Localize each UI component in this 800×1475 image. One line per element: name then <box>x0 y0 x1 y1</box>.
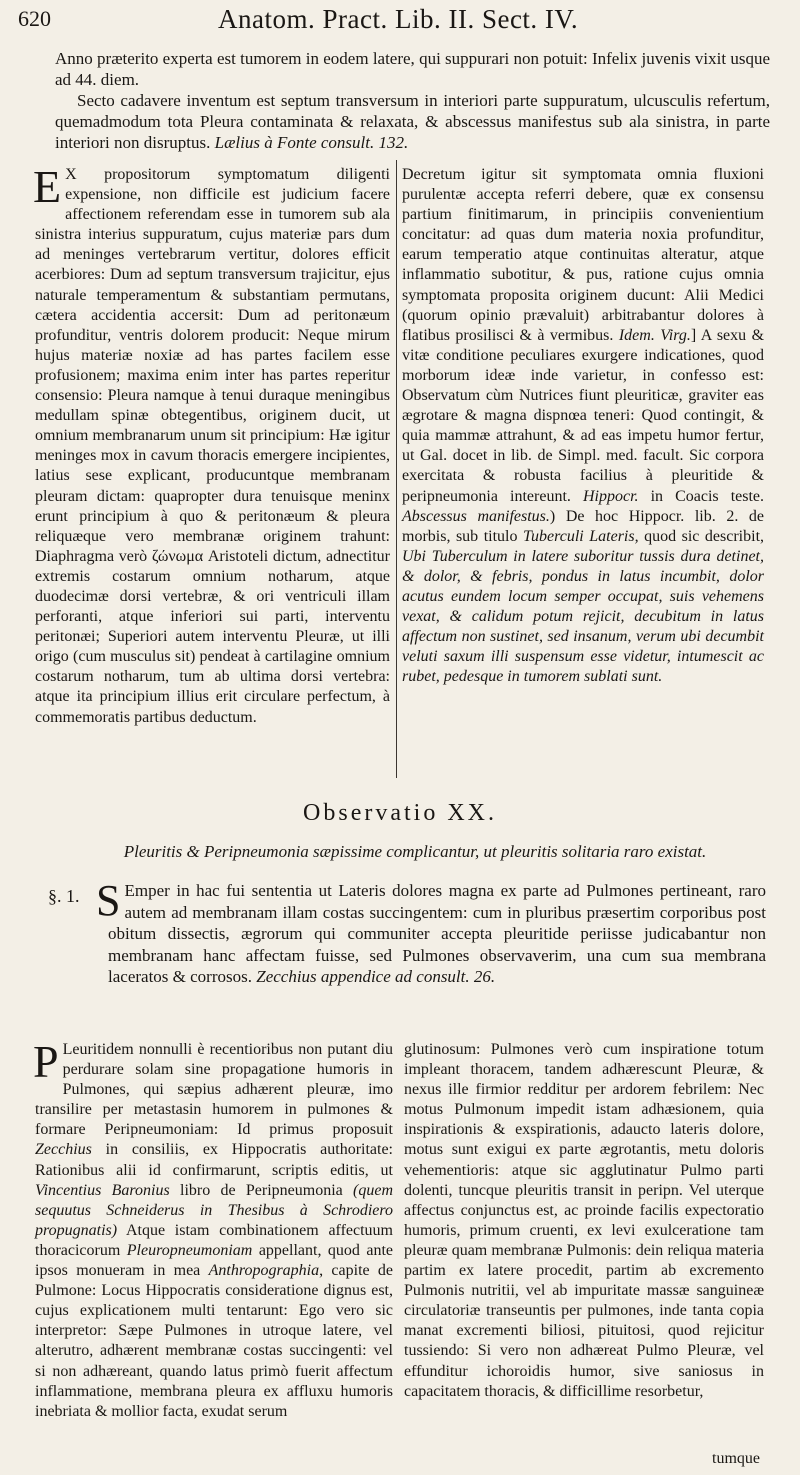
paragraph: glutinosum: Pulmones verò cum inspiratione totum impleant thoracem, tandem adhærescunt Pleuræ, & nexus ille firmior redditur per ardorem febrilem: Nec motus Pulmonum impedit istam adhæsionem, quia inspirationis & exspirationis, adaucto lateris dolore, motus sunt exigui ex parte ægrotantis, metu doloris vehementioris: atque sic agglutinatur Pulmo parti dolenti, tuncque pleuritis transit in peripn. Vel uterque affectus conjunctus est, ac proinde facilis expectoratio humoris, primum cruenti, ex levi exulceratione tam pleuræ quam membranæ Pulmonis: dein reliqua materia partim ex latere procedit, partim ab excremento Pulmonis nutritii, vel ab impuritate massæ sanguineæ circulatoriæ transeuntis per pulmones, inde tanta copia manat excrementi biliosi, pituitosi, quod rejicitur tussiendo: Si vero non adhæreat Pulmo Pleuræ, vel effunditur ichoroidis humor, sive saniosus in capacitatem thoracis, & difficillime resorbetur, <box>404 1041 764 1400</box>
drop-cap: P <box>33 1036 59 1087</box>
paragraph: Secto cadavere inventum est septum transversum in interiori parte suppuratum, ulcusculis refertum, quemadmodum tota Pleura contaminata & relaxata, & abscessus manifestus sub ala sinistra, in parte interiori non disruptus. Lælius à Fonte consult. 132. <box>55 91 770 152</box>
column-left-commentary <box>33 161 390 728</box>
citation: Hippocr. <box>582 487 639 505</box>
page-number: 620 <box>18 6 51 31</box>
term: Tuberculi Lateris, <box>523 527 639 545</box>
observation-subtitle: Pleuritis & Peripneumonia sæpissime complicantur, ut pleuritis solitaria raro existat. <box>123 842 707 861</box>
column-right-discussion <box>404 1040 764 1402</box>
drop-cap: E <box>33 161 62 212</box>
running-title: Anatom. Pract. Lib. II. Sect. IV. <box>218 4 579 34</box>
column-left-discussion <box>33 1036 394 1422</box>
author-name: Vincentius Baronius <box>35 1181 170 1199</box>
running-head <box>18 4 780 44</box>
drop-cap: S <box>96 876 121 925</box>
opening-paragraphs <box>55 48 770 153</box>
paragraph: E X propositorum symptomatum diligenti expensione, non difficile est judicium facere affectionem referendam esse in tumorem sub ala sinistra interius suppuratum, cujus materiæ pars dum ad meninges vertebrarum vertitur, dolores efficit acerbiores: Dum ad septum transversum trajicitur, ejus naturale temperamentum & substantiam permutans, cætera accidentia accersit: Dum ad peritonæum profunditur, ventris dolorem producit: Neque mirum hujus materiæ noxiæ ad has partes facilem esse profusionem; maxima enim inter has partes reperitur consensio: Pleura namque à tenui duraque meningibus medullam spinæ obtegentibus, originem ducit, ut omnium membranarum unum sit principium: Hæ igitur meninges mox in cavum thoracis emergere incipientes, latius sese explicant, producuntque membranam pleuram dictam: quapropter dura tenuisque meninx erunt principium à quo & peritonæum & pleura reliquæque vero membranæ originem trahunt: Diaphragma verò ζώνωμα Aristoteli dictum, adnectitur extremis costarum omnium notharum, atque duodecimæ dorsi vertebræ, & ori ventriculi illam perforanti, atque inferiori sui parti, interventu peritonæi; Superiori autem interventu Pleuræ, ut illi origo (cum musculus sit) pendeat à cartilagine omnium costarum notharum, tum ab ultima dorsi vertebra: atque ita principium illius erit circulare perfectum, à commemoratis partibus deductum. <box>33 161 390 726</box>
term: Pleuropneumoniam <box>126 1241 253 1259</box>
column-right-commentary <box>402 165 764 687</box>
citation: Idem. Virg. <box>618 326 691 344</box>
section-mark: §. 1. <box>48 886 80 906</box>
citation: Lælius à Fonte consult. 132. <box>214 133 409 152</box>
book-title: Anthropographia <box>208 1262 320 1280</box>
author-name: Zecchius <box>35 1141 92 1159</box>
section-text: S Emper in hac fui sententia ut Lateris dolores magna ex parte ad Pulmones pertineant, raro autem ad membranam illam costas succingentem: cum in pluribus præsertim corporibus post obitum dissectis, ægrorum qui communiter accepta pleuritide periisse judicabantur non membranam hanc affectam fuisse, sed Pulmones observaverim, una cum sua membrana laceratos & corrosos. Zecchius appendice ad consult. 26. <box>96 876 766 986</box>
observation-title: Observatio XX. <box>303 800 497 826</box>
lemma: Abscessus manifestus. <box>402 507 550 525</box>
quotation: Ubi Tuberculum in latere suboritur tussis dura detinet, & dolor, & febris, pondus in latus incumbit, dolor acutus eundem locum semper occupat, suis vehemens vexat, & calidum potum rejicit, decubitum in latus affectum non sustinet, sed insanum, verum ubi decumbit veluti saxum illi suspensum esse videtur, intumescit ac rubet, pedesque in tumorem sublati sunt. <box>402 547 764 686</box>
parenthetical: (quem sequutus Schneiderus in Thesibus à Schrodiero propugnatis) <box>35 1181 394 1239</box>
section-1 <box>48 876 766 988</box>
citation: Zecchius appendice ad consult. 26. <box>256 967 496 986</box>
catchword: tumque <box>712 1450 760 1467</box>
paragraph: P Leuritidem nonnulli è recentioribus non putant diu perdurare solam sine propagatione humoris in Pulmones, qui sæpius adhærent pleuræ, imo transilire per metastasin humorem in pulmones & formare Peripneumoniam: Id primus proposuit Zecchius in consiliis, ex Hippocratis authoritate: Rationibus alii id confirmarunt, scriptis editis, ut Vincentius Baronius libro de Peripneumonia (quem sequutus Schneiderus in Thesibus à Schrodiero propugnatis) Atque istam combinationem affectuum thoracicorum Pleuropneumoniam appellant, quod ante ipsos monueram in mea Anthropographia, capite de Pulmone: Locus Hippocratis consideratione dignus est, cujus explicationem multi tentarunt: Ego vero sic interpretor: Sæpe Pulmones in utroque latere, vel alterutro, adhærent membranæ costas succingenti: vel si non adhæreant, quando latus primò fuerit affectum inflammatione, membrana pleura ex affluxu humoris inebriata & mollior facta, exudat serum <box>33 1036 394 1420</box>
paragraph: Anno præterito experta est tumorem in eodem latere, qui suppurari non potuit: Infelix juvenis vixit usque ad 44. diem. <box>55 49 770 89</box>
paragraph: Decretum igitur sit symptomata omnia fluxioni purulentæ accepta referri debere, quæ ex consensu partium finitimarum, in principiis convenientium concitatur: ad quas dum materia noxia profunditur, earum temperatio atque continuitas alteratur, atque inflammatio subotitur, & pus, ratione cujus omnia symptomata proposita originem ducunt: Alii Medici (quorum opinio prævaluit) arbitrabantur dolores à flatibus prosilisci & à vermibus. Idem. Virg.] A sexu & vitæ conditione peculiares exurgere indicationes, quod morborum ideæ inde varietur, in confesso est: Observatum cùm Nutrices fiunt pleuriticæ, graviter eas ægrotare & magna dispnœa teneri: Quod contingit, & quia mammæ attrahunt, & ad eas impetu humor fertur, ut Gal. docet in lib. de Simpl. med. facult. Sic corpora exercitata & robusta facilius à pleuritide & peripneumonia intereunt. Hippocr. in Coacis teste. Abscessus manifestus.) De hoc Hippocr. lib. 2. de morbis, sub titulo Tuberculi Lateris, quod sic describit, Ubi Tuberculum in latere suboritur tussis dura detinet, & dolor, & febris, pondus in latus incumbit, dolor acutus eundem locum semper occupat, suis vehemens vexat, & calidum potum rejicit, decubitum in latus affectum non sustinet, sed insanum, verum ubi decumbit veluti saxum illi suspensum esse videtur, intumescit ac rubet, pedesque in tumorem sublati sunt. <box>402 166 765 686</box>
column-divider <box>396 160 397 778</box>
